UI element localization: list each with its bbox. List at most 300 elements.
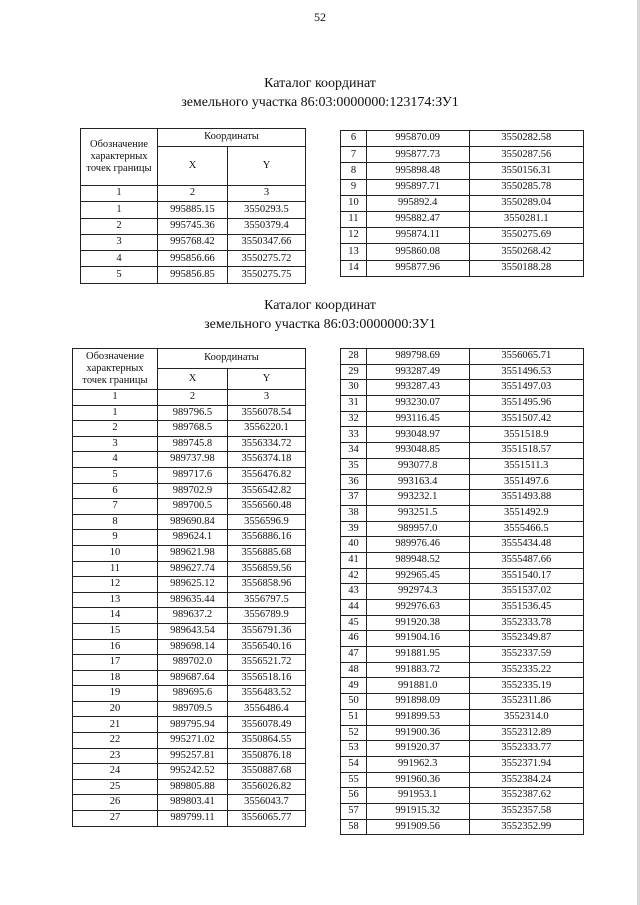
- coord-x: 995874.11: [366, 228, 469, 244]
- coord-x: 989745.8: [158, 436, 228, 452]
- table-row: [341, 427, 584, 443]
- coord-y: 3551497.6: [469, 474, 583, 490]
- table-row: [73, 608, 306, 624]
- coord-y: 3550275.72: [227, 251, 305, 267]
- table-row: [81, 234, 306, 250]
- table-row: [341, 260, 584, 276]
- table-row: [341, 380, 584, 396]
- coord-y: 3550289.04: [469, 195, 583, 211]
- coord-y: 3551537.02: [469, 584, 583, 600]
- coord-x: 989799.11: [158, 811, 228, 827]
- point-number: 1: [73, 405, 158, 421]
- table-row: [73, 655, 306, 671]
- header-x: X: [158, 147, 228, 186]
- table-row: [341, 443, 584, 459]
- table-row: [341, 458, 584, 474]
- coord-y: 3556521.72: [227, 655, 305, 671]
- point-number: 53: [341, 741, 367, 757]
- coord-x: 995882.47: [366, 211, 469, 227]
- table-row: [341, 709, 584, 725]
- coord-y: 3550156.31: [469, 163, 583, 179]
- table-row: [341, 552, 584, 568]
- table-row: [73, 592, 306, 608]
- table-row: [341, 788, 584, 804]
- table-row: [73, 452, 306, 468]
- coord-y: 3556476.82: [227, 467, 305, 483]
- table-row: [73, 764, 306, 780]
- point-number: 5: [81, 267, 158, 283]
- coord-x: 993048.85: [366, 443, 469, 459]
- coord-x: 991953.1: [366, 788, 469, 804]
- coord-x: 989768.5: [158, 421, 228, 437]
- table-row: [341, 474, 584, 490]
- point-number: 33: [341, 427, 367, 443]
- table-row: [341, 631, 584, 647]
- coord-x: 995892.4: [366, 195, 469, 211]
- point-number: 17: [73, 655, 158, 671]
- table-row: [341, 195, 584, 211]
- point-number: 5: [73, 467, 158, 483]
- header-x: X: [158, 369, 228, 390]
- table-row: [81, 251, 306, 267]
- point-number: 51: [341, 709, 367, 725]
- coord-x: 995856.85: [158, 267, 228, 283]
- coord-y: 3552349.87: [469, 631, 583, 647]
- coord-x: 993232.1: [366, 490, 469, 506]
- coord-y: 3551495.96: [469, 396, 583, 412]
- coord-y: 3551497.03: [469, 380, 583, 396]
- coord-x: 992976.63: [366, 600, 469, 616]
- table-row: [73, 623, 306, 639]
- coord-x: 992965.45: [366, 568, 469, 584]
- coord-x: 989709.5: [158, 701, 228, 717]
- coord-x: 989803.41: [158, 795, 228, 811]
- coord-x: 991881.0: [366, 678, 469, 694]
- coord-x: 995856.66: [158, 251, 228, 267]
- coord-y: 3552333.78: [469, 615, 583, 631]
- coord-y: 3556886.16: [227, 530, 305, 546]
- point-number: 46: [341, 631, 367, 647]
- coord-y: 3556540.16: [227, 639, 305, 655]
- table-row: [341, 537, 584, 553]
- table-row: [341, 179, 584, 195]
- point-number: 20: [73, 701, 158, 717]
- coord-x: 995745.36: [158, 218, 228, 234]
- point-number: 14: [341, 260, 367, 276]
- point-number: 7: [341, 147, 367, 163]
- coord-x: 995897.71: [366, 179, 469, 195]
- point-number: 11: [73, 561, 158, 577]
- coord-x: 989737.98: [158, 452, 228, 468]
- coord-y: 3556486.4: [227, 701, 305, 717]
- coord-x: 991898.09: [366, 694, 469, 710]
- coord-y: 3551511.3: [469, 458, 583, 474]
- point-number: 45: [341, 615, 367, 631]
- coord-x: 995271.02: [158, 733, 228, 749]
- coord-x: 989690.84: [158, 514, 228, 530]
- point-number: 12: [73, 577, 158, 593]
- table-row: [341, 662, 584, 678]
- table-row: [341, 521, 584, 537]
- coord-y: 3550275.69: [469, 228, 583, 244]
- coord-y: 3556797.5: [227, 592, 305, 608]
- coord-y: 3552312.89: [469, 725, 583, 741]
- table-row: [81, 218, 306, 234]
- table-row: [341, 694, 584, 710]
- coord-x: 989976.46: [366, 537, 469, 553]
- coord-y: 3550268.42: [469, 244, 583, 260]
- coord-x: 993287.43: [366, 380, 469, 396]
- coord-x: 995257.81: [158, 748, 228, 764]
- table-row: [341, 568, 584, 584]
- point-number: 23: [73, 748, 158, 764]
- coord-y: 3551536.45: [469, 600, 583, 616]
- coord-y: 3552371.94: [469, 756, 583, 772]
- point-number: 2: [81, 218, 158, 234]
- coord-x: 989621.98: [158, 545, 228, 561]
- point-number: 25: [73, 779, 158, 795]
- table-row: [73, 577, 306, 593]
- coord-x: 995870.09: [366, 131, 469, 147]
- table-row: [341, 600, 584, 616]
- header-col-number: 1: [73, 390, 158, 406]
- table-row: [73, 561, 306, 577]
- table-row: [341, 803, 584, 819]
- coord-y: 3555487.66: [469, 552, 583, 568]
- point-number: 54: [341, 756, 367, 772]
- table-row: [73, 686, 306, 702]
- table-row: [73, 670, 306, 686]
- point-number: 18: [73, 670, 158, 686]
- point-number: 41: [341, 552, 367, 568]
- header-coordinates: Координаты: [158, 129, 306, 147]
- table-row: [73, 701, 306, 717]
- table-row: [341, 615, 584, 631]
- point-number: 6: [341, 131, 367, 147]
- header-y: Y: [227, 147, 305, 186]
- catalog2-title-line2: земельного участка 86:03:0000000:ЗУ1: [204, 317, 436, 332]
- point-number: 19: [73, 686, 158, 702]
- coord-x: 989687.64: [158, 670, 228, 686]
- table-row: [73, 545, 306, 561]
- coord-y: 3552352.99: [469, 819, 583, 835]
- header-col-number: 3: [227, 390, 305, 406]
- coord-y: 3556542.82: [227, 483, 305, 499]
- point-number: 56: [341, 788, 367, 804]
- point-number: 9: [341, 179, 367, 195]
- point-number: 47: [341, 647, 367, 663]
- coord-x: 989625.12: [158, 577, 228, 593]
- coord-y: 3550864.55: [227, 733, 305, 749]
- coord-y: 3556374.18: [227, 452, 305, 468]
- point-number: 8: [341, 163, 367, 179]
- header-col-number: 2: [158, 390, 228, 406]
- table-row: [73, 779, 306, 795]
- table-row: [73, 795, 306, 811]
- coord-x: 989717.6: [158, 467, 228, 483]
- coord-y: 3550285.78: [469, 179, 583, 195]
- table-row: [73, 717, 306, 733]
- coord-x: 989796.5: [158, 405, 228, 421]
- point-number: 13: [341, 244, 367, 260]
- coord-x: 989624.1: [158, 530, 228, 546]
- point-number: 7: [73, 499, 158, 515]
- table-row: [73, 811, 306, 827]
- coord-x: 995768.42: [158, 234, 228, 250]
- coord-y: 3552311.86: [469, 694, 583, 710]
- table-row: [341, 228, 584, 244]
- header-col-number: 3: [227, 186, 305, 202]
- table-row: [341, 756, 584, 772]
- point-number: 26: [73, 795, 158, 811]
- coord-y: 3550887.68: [227, 764, 305, 780]
- coord-y: 3550379.4: [227, 218, 305, 234]
- coord-x: 989798.69: [366, 349, 469, 365]
- point-number: 22: [73, 733, 158, 749]
- header-designation: Обозначение характерных точек границы: [81, 129, 158, 186]
- coord-x: 993230.07: [366, 396, 469, 412]
- table-row: [73, 436, 306, 452]
- coord-x: 993251.5: [366, 505, 469, 521]
- coord-y: 3552387.62: [469, 788, 583, 804]
- table-row: [73, 733, 306, 749]
- header-col-number: 2: [158, 186, 228, 202]
- point-number: 44: [341, 600, 367, 616]
- point-number: 21: [73, 717, 158, 733]
- table-row: [73, 467, 306, 483]
- point-number: 24: [73, 764, 158, 780]
- coord-y: 3550876.18: [227, 748, 305, 764]
- table-row: [341, 147, 584, 163]
- coord-y: 3556858.96: [227, 577, 305, 593]
- table-row: [341, 741, 584, 757]
- header-y: Y: [227, 369, 305, 390]
- coord-y: 3555434.48: [469, 537, 583, 553]
- point-number: 40: [341, 537, 367, 553]
- coord-x: 989948.52: [366, 552, 469, 568]
- point-number: 36: [341, 474, 367, 490]
- table-row: [341, 772, 584, 788]
- point-number: 58: [341, 819, 367, 835]
- header-designation: Обозначение характерных точек границы: [73, 349, 158, 390]
- table-row: [341, 244, 584, 260]
- table-row: [341, 364, 584, 380]
- coord-x: 989957.0: [366, 521, 469, 537]
- table-row: [341, 396, 584, 412]
- coord-y: 3556885.68: [227, 545, 305, 561]
- coord-y: 3552333.77: [469, 741, 583, 757]
- coord-y: 3550293.5: [227, 202, 305, 218]
- page-number: 52: [314, 10, 326, 24]
- coord-y: 3551492.9: [469, 505, 583, 521]
- point-number: 1: [81, 202, 158, 218]
- point-number: 57: [341, 803, 367, 819]
- coord-x: 989702.9: [158, 483, 228, 499]
- coord-x: 991920.38: [366, 615, 469, 631]
- coord-x: 995898.48: [366, 163, 469, 179]
- table-row: [341, 678, 584, 694]
- point-number: 27: [73, 811, 158, 827]
- point-number: 34: [341, 443, 367, 459]
- point-number: 4: [73, 452, 158, 468]
- table-row: [341, 725, 584, 741]
- coord-x: 991883.72: [366, 662, 469, 678]
- coord-y: 3551493.88: [469, 490, 583, 506]
- coord-y: 3551518.57: [469, 443, 583, 459]
- point-number: 35: [341, 458, 367, 474]
- coord-y: 3550282.58: [469, 131, 583, 147]
- coord-x: 991881.95: [366, 647, 469, 663]
- coord-y: 3556078.49: [227, 717, 305, 733]
- catalog2-table-right: [340, 348, 584, 835]
- coord-x: 995242.52: [158, 764, 228, 780]
- table-row: [341, 647, 584, 663]
- catalog2-table-left: [72, 348, 306, 827]
- coord-y: 3550287.56: [469, 147, 583, 163]
- coord-x: 991960.36: [366, 772, 469, 788]
- coord-x: 995860.08: [366, 244, 469, 260]
- coord-x: 989695.6: [158, 686, 228, 702]
- table-row: [73, 514, 306, 530]
- table-row: [341, 349, 584, 365]
- coord-y: 3552335.22: [469, 662, 583, 678]
- catalog1-title-line1: Каталог координат: [264, 76, 376, 91]
- coord-y: 3550347.66: [227, 234, 305, 250]
- coord-y: 3551540.17: [469, 568, 583, 584]
- coord-x: 989635.44: [158, 592, 228, 608]
- table-row: [81, 267, 306, 283]
- coord-y: 3556596.9: [227, 514, 305, 530]
- coord-y: 3550275.75: [227, 267, 305, 283]
- coord-y: 3556065.77: [227, 811, 305, 827]
- point-number: 2: [73, 421, 158, 437]
- coord-x: 989795.94: [158, 717, 228, 733]
- coord-x: 993116.45: [366, 411, 469, 427]
- coord-x: 991920.37: [366, 741, 469, 757]
- table-row: [341, 490, 584, 506]
- point-number: 10: [341, 195, 367, 211]
- point-number: 37: [341, 490, 367, 506]
- catalog1-title-line2: земельного участка 86:03:0000000:123174:ЗУ1: [181, 95, 459, 110]
- coord-x: 995877.96: [366, 260, 469, 276]
- coord-x: 995877.73: [366, 147, 469, 163]
- coord-x: 989643.54: [158, 623, 228, 639]
- catalog2-title: [0, 296, 640, 334]
- coord-y: 3552335.19: [469, 678, 583, 694]
- coord-x: 992974.3: [366, 584, 469, 600]
- point-number: 6: [73, 483, 158, 499]
- table-row: [73, 499, 306, 515]
- table-row: [73, 530, 306, 546]
- point-number: 38: [341, 505, 367, 521]
- coord-y: 3556518.16: [227, 670, 305, 686]
- coord-y: 3556078.54: [227, 405, 305, 421]
- coord-x: 993163.4: [366, 474, 469, 490]
- header-coordinates: Координаты: [158, 349, 306, 369]
- coord-x: 989627.74: [158, 561, 228, 577]
- coord-y: 3556026.82: [227, 779, 305, 795]
- coord-y: 3552314.0: [469, 709, 583, 725]
- point-number: 49: [341, 678, 367, 694]
- coord-x: 991900.36: [366, 725, 469, 741]
- coord-y: 3555466.5: [469, 521, 583, 537]
- table-row: [73, 639, 306, 655]
- coord-y: 3556789.9: [227, 608, 305, 624]
- coord-x: 989700.5: [158, 499, 228, 515]
- coord-y: 3556334.72: [227, 436, 305, 452]
- coord-x: 993048.97: [366, 427, 469, 443]
- point-number: 42: [341, 568, 367, 584]
- catalog2-title-line1: Каталог координат: [264, 298, 376, 313]
- point-number: 48: [341, 662, 367, 678]
- point-number: 12: [341, 228, 367, 244]
- point-number: 39: [341, 521, 367, 537]
- point-number: 43: [341, 584, 367, 600]
- table-row: [341, 505, 584, 521]
- coord-y: 3556791.36: [227, 623, 305, 639]
- table-row: [341, 819, 584, 835]
- table-row: [341, 163, 584, 179]
- point-number: 10: [73, 545, 158, 561]
- coord-y: 3551507.42: [469, 411, 583, 427]
- coord-x: 991899.53: [366, 709, 469, 725]
- header-col-number: 1: [81, 186, 158, 202]
- point-number: 29: [341, 364, 367, 380]
- coord-x: 991915.32: [366, 803, 469, 819]
- point-number: 11: [341, 211, 367, 227]
- point-number: 15: [73, 623, 158, 639]
- point-number: 52: [341, 725, 367, 741]
- coord-y: 3552337.59: [469, 647, 583, 663]
- table-row: [341, 211, 584, 227]
- point-number: 8: [73, 514, 158, 530]
- point-number: 9: [73, 530, 158, 546]
- coord-x: 989637.2: [158, 608, 228, 624]
- coord-x: 989698.14: [158, 639, 228, 655]
- point-number: 32: [341, 411, 367, 427]
- table-row: [81, 202, 306, 218]
- point-number: 4: [81, 251, 158, 267]
- coord-x: 993077.8: [366, 458, 469, 474]
- coord-x: 989702.0: [158, 655, 228, 671]
- coord-y: 3550188.28: [469, 260, 583, 276]
- table-row: [73, 483, 306, 499]
- coord-x: 989805.88: [158, 779, 228, 795]
- coord-y: 3550281.1: [469, 211, 583, 227]
- coord-y: 3556859.56: [227, 561, 305, 577]
- coord-x: 991962.3: [366, 756, 469, 772]
- point-number: 3: [73, 436, 158, 452]
- point-number: 30: [341, 380, 367, 396]
- coord-y: 3551518.9: [469, 427, 583, 443]
- table-row: [341, 584, 584, 600]
- coord-x: 991904.16: [366, 631, 469, 647]
- point-number: 28: [341, 349, 367, 365]
- point-number: 14: [73, 608, 158, 624]
- catalog1-title: [0, 74, 640, 112]
- coord-y: 3556220.1: [227, 421, 305, 437]
- coord-y: 3556560.48: [227, 499, 305, 515]
- catalog1-table-right: [340, 130, 584, 277]
- coord-y: 3552384.24: [469, 772, 583, 788]
- point-number: 50: [341, 694, 367, 710]
- coord-y: 3556043.7: [227, 795, 305, 811]
- coord-y: 3556483.52: [227, 686, 305, 702]
- point-number: 16: [73, 639, 158, 655]
- table-row: [73, 405, 306, 421]
- point-number: 31: [341, 396, 367, 412]
- table-row: [73, 421, 306, 437]
